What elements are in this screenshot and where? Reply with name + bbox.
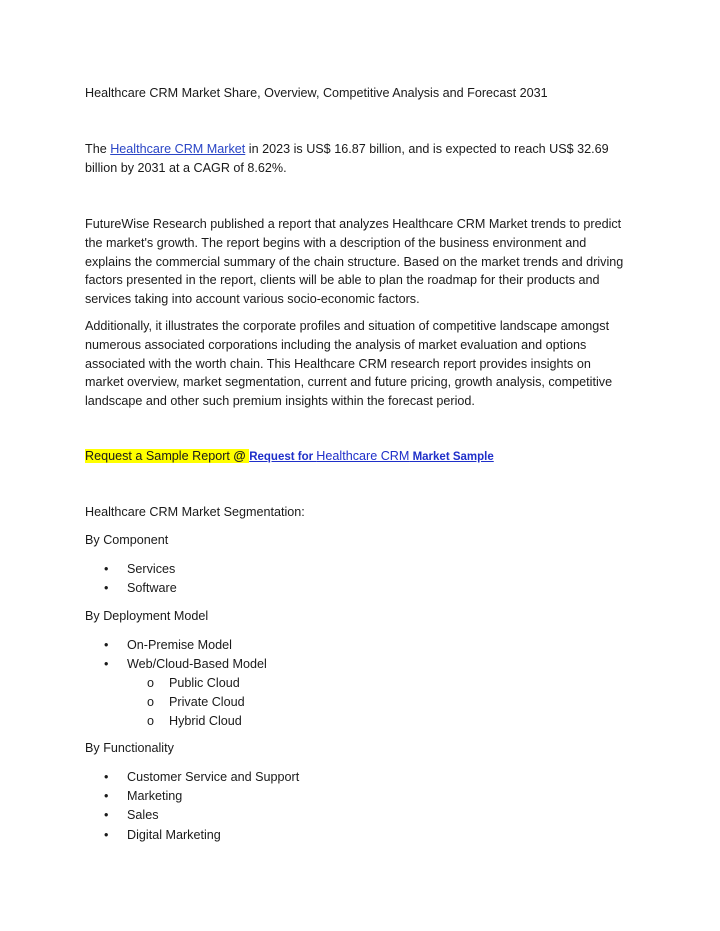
cloud-sublist [0, 674, 720, 732]
segmentation-heading: Healthcare CRM Market Segmentation: [85, 505, 305, 519]
list-item [0, 768, 720, 787]
list-item-text: Hybrid Cloud [169, 714, 242, 729]
request-sample-link[interactable] [249, 449, 494, 463]
paragraph-line: market overview, market segmentation, current and future pricing, growth analysis, competitive [85, 375, 613, 390]
paragraph-line: explains the commercial summary of the chain structure. Based on the market trends and driving [85, 254, 624, 269]
sub-list-item [0, 693, 720, 712]
paragraph-line: FutureWise Research published a report that analyzes Healthcare CRM Market trends to predict [85, 217, 622, 231]
deployment-list [0, 636, 720, 674]
intro-line-2: billion by 2031 at a CAGR of 8.62%. [85, 160, 287, 175]
link-part-healthcare-crm: Healthcare CRM [316, 449, 410, 463]
list-item-text: Web/Cloud-Based Model [127, 657, 267, 672]
paragraph-line: associated with the worth chain. This Healthcare CRM research report provides insights on [85, 356, 591, 371]
by-component-heading: By Component [85, 533, 169, 547]
intro-line-1 [85, 140, 640, 159]
list-item [0, 655, 720, 674]
bullet-icon: • [104, 562, 109, 576]
bullet-icon: • [104, 657, 109, 672]
paragraph-line: landscape and other such premium insights within the forecast period. [85, 394, 475, 409]
additional-paragraph [85, 317, 640, 411]
research-paragraph [85, 215, 640, 309]
sub-list-item [0, 674, 720, 693]
list-item [0, 579, 720, 598]
sub-list-item [0, 712, 720, 731]
list-item-text: Sales [127, 808, 159, 823]
at-symbol: @ [229, 449, 250, 463]
list-item-text: Marketing [127, 789, 183, 804]
sample-request-label: Request a Sample Report [85, 449, 230, 463]
link-part-request-for: Request for [249, 451, 317, 463]
list-item [0, 826, 720, 845]
component-list [0, 560, 720, 598]
list-item-text: On-Premise Model [127, 638, 232, 652]
list-item-text: Customer Service and Support [127, 770, 300, 784]
circle-bullet-icon: o [147, 695, 155, 710]
healthcare-crm-market-link[interactable]: Healthcare CRM Market [110, 142, 246, 156]
intro-prefix: The [85, 142, 111, 156]
bullet-icon: • [104, 789, 109, 804]
list-item-text: Digital Marketing [127, 827, 221, 842]
intro-suffix: in 2023 is US$ 16.87 billion, and is expected to reach US$ 32.69 [245, 142, 609, 156]
document-title: Healthcare CRM Market Share, Overview, Competitive Analysis and Forecast 2031 [85, 86, 548, 100]
list-item [0, 806, 720, 825]
sample-request-line [85, 447, 494, 467]
intro-paragraph [85, 140, 640, 178]
list-item-text: Software [127, 581, 177, 596]
paragraph-line: the market's growth. The report begins with a description of the business environment and [85, 235, 587, 250]
list-item-text: Public Cloud [169, 676, 240, 690]
bullet-icon: • [104, 638, 109, 652]
circle-bullet-icon: o [147, 676, 155, 690]
by-deployment-heading: By Deployment Model [85, 609, 209, 623]
list-item [0, 636, 720, 655]
list-item-text: Services [127, 562, 176, 576]
bullet-icon: • [104, 770, 109, 784]
functionality-list [0, 768, 720, 845]
list-item [0, 560, 720, 579]
list-item-text: Private Cloud [169, 695, 245, 710]
bullet-icon: • [104, 808, 109, 823]
link-part-market-sample: Market Sample [409, 451, 494, 463]
circle-bullet-icon: o [147, 714, 155, 729]
list-item [0, 787, 720, 806]
paragraph-line: Additionally, it illustrates the corporate profiles and situation of competitive landscape amongst [85, 319, 610, 333]
paragraph-line: numerous associated corporations including the analysis of market evaluation and options [85, 337, 587, 352]
paragraph-line: services taking into account various socio-economic factors. [85, 292, 420, 307]
by-functionality-heading: By Functionality [85, 741, 174, 755]
bullet-icon: • [104, 581, 109, 596]
bullet-icon: • [104, 827, 109, 842]
paragraph-line: factors presented in the report, clients will be able to plan the roadmap for their products and [85, 273, 600, 288]
